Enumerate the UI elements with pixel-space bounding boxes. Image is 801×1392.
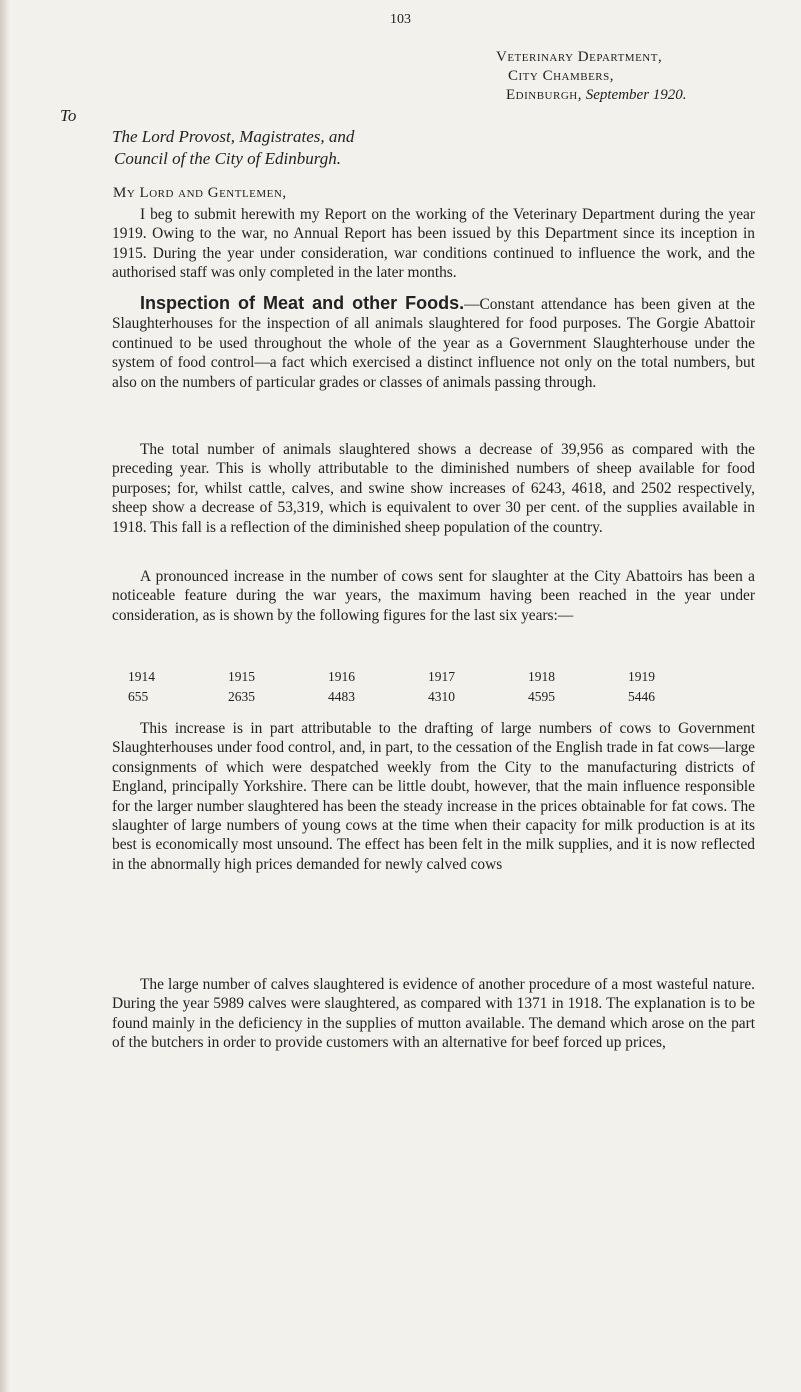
paragraph-2-text [112, 294, 755, 392]
paragraph-1 [112, 205, 755, 283]
year-cell: 1919 [628, 669, 655, 684]
year-cell: 1916 [328, 669, 355, 684]
paragraph-1-text: I beg to submit herewith my Report on the working of the Veterinary Department during the year 1919. Owing to the war, no Annual Report has been issued by this Department since its inception in 1915. During the year under consideration, war conditions continued to influence the work, and the authorised staff was only completed in the later months. [112, 206, 755, 282]
section-heading: Inspection of Meat and other Foods. [140, 293, 465, 313]
value-cell: 655 [128, 689, 149, 704]
value-cell: 4595 [528, 689, 555, 704]
year-cell: 1914 [128, 669, 155, 684]
addressee-to: To [60, 106, 77, 125]
value-cell: 5446 [628, 689, 655, 704]
paragraph-5 [112, 719, 755, 874]
sender-line-1: Veterinary Department, [496, 49, 663, 65]
paragraph-6-text: The large number of calves slaughtered is evidence of another procedure of a most wasteful nature. During the year 5989 calves were slaughtered, as compared with 1371 in 1918. The explanation is to be found mainly in the deficiency in the supplies of mutton available. The demand which arose on the part of the butchers in order to provide customers with an alternative for beef forced up prices, [112, 976, 755, 1052]
paragraph-4 [112, 567, 755, 625]
addressee [112, 126, 354, 170]
value-cell: 2635 [228, 689, 255, 704]
paragraph-5-text: This increase is in part attributable to the drafting of large numbers of cows to Government Slaughterhouses under food control, and, in part, to the cessation of the English trade in fat cows—large consignments of which were despatched weekly from the City to the manufacturing districts of England, principally Yorkshire. There can be little doubt, however, that the main influence responsible for the larger number slaughtered has been the steady increase in the prices obtainable for fat cows. The slaughter of large numbers of young cows at the time when their capacity for milk production is at its best is economically most unsound. The effect has been felt in the milk supplies, and it is now reflected in the abnormally high prices demanded for newly calved cows [112, 720, 755, 873]
sender-date: September 1920. [585, 87, 687, 103]
paragraph-2-body: —Constant attendance has been given at the Slaughterhouses for the inspection of all animals slaughtered for food purposes. The Gorgie Abattoir continued to be used throughout the whole of the year as a Government Slaughterhouse under the system of food control—a fact which exercised a distinct influence not only on the total numbers, but also on the numbers of particular grades or classes of animals passing through. [112, 296, 755, 391]
sender-place: Edinburgh, [506, 87, 582, 103]
year-cell: 1915 [228, 669, 255, 684]
value-cell: 4310 [428, 689, 455, 704]
salutation: My Lord and Gentlemen, [113, 185, 287, 201]
cows-table-values-row [128, 687, 728, 707]
cows-table [128, 667, 728, 707]
addressee-line-1: The Lord Provost, Magistrates, and [112, 127, 355, 146]
sender-line-2: City Chambers, [508, 68, 615, 84]
paragraph-3-text: The total number of animals slaughtered shows a decrease of 39,956 as compared with the preceding year. This is wholly attributable to the diminished numbers of sheep available for food purposes; for, whilst cattle, calves, and swine show increases of 6243, 4618, and 2502 respectively, sheep show a decrease of 53,319, which is equivalent to over 30 per cent. of the supplies available in 1918. This fall is a reflection of the diminished sheep population of the country. [112, 441, 755, 536]
value-cell: 4483 [328, 689, 355, 704]
year-cell: 1917 [428, 669, 455, 684]
year-cell: 1918 [528, 669, 555, 684]
sender-line-3 [496, 86, 687, 105]
paragraph-2 [112, 294, 755, 392]
paragraph-3 [112, 440, 755, 537]
cows-table-years-row [128, 667, 728, 687]
paragraph-4-text: A pronounced increase in the number of cows sent for slaughter at the City Abattoirs has been a noticeable feature during the war years, the maximum having been reached in the year under consideration, as is shown by the following figures for the last six years:— [112, 568, 755, 624]
paragraph-6 [112, 975, 755, 1053]
sender-address [496, 48, 687, 105]
binding-shadow [0, 0, 10, 1392]
page-number: 103 [390, 12, 411, 27]
addressee-line-2: Council of the City of Edinburgh. [114, 149, 341, 168]
